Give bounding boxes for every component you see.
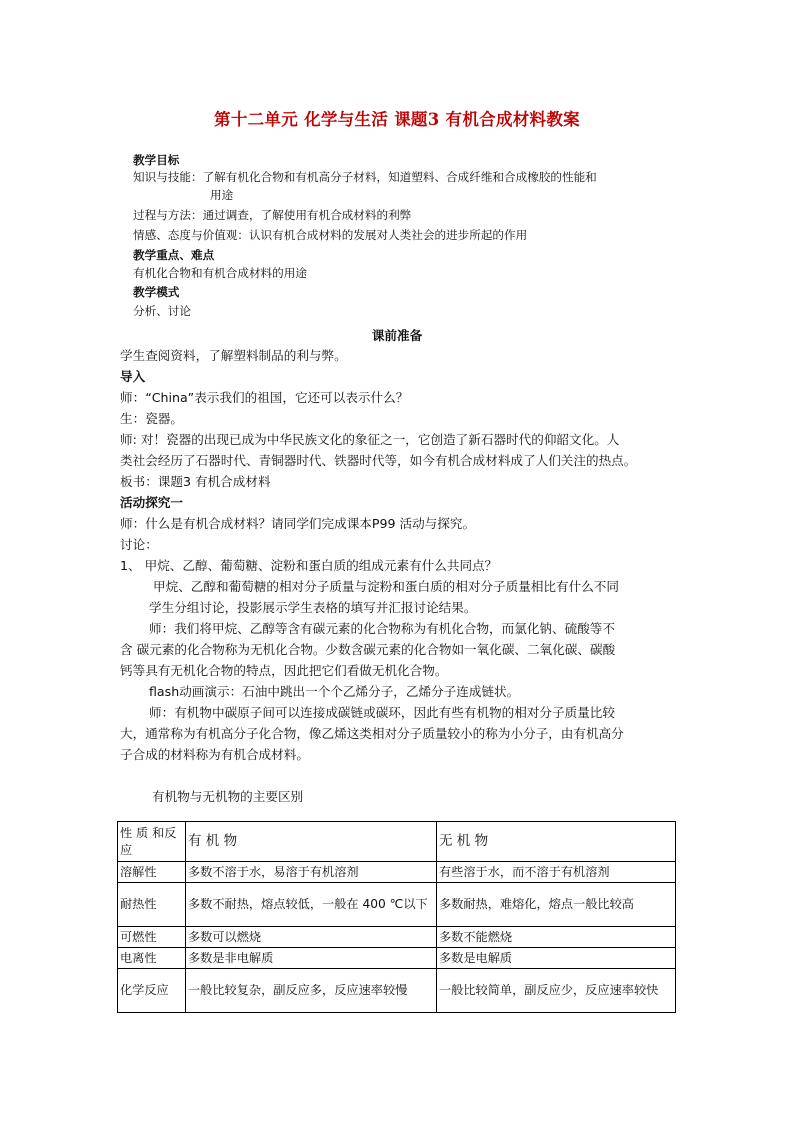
discussion-question: 1、 甲烷、乙醇、葡萄糖、淀粉和蛋白质的组成元素有什么共同点？ xyxy=(120,558,498,573)
table-header-cell: 性 质 和反应 xyxy=(118,822,186,862)
table-cell: 多数不溶于水，易溶于有机溶剂 xyxy=(186,862,437,883)
table-cell: 一般比较简单，副反应少，反应速率较快 xyxy=(437,969,676,1013)
discussion-question: 甲烷、乙醇和葡萄糖的相对分子质量与淀粉和蛋白质的相对分子质量相比有什么不同 xyxy=(153,579,619,594)
objective-process: 过程与方法：通过调查，了解使用有机合成材料的利弊 xyxy=(133,208,412,222)
table-cell: 电离性 xyxy=(118,948,186,969)
table-cell: 多数不耐热，熔点较低，一般在 400 ℃以下 xyxy=(186,883,437,927)
table-cell: 有些溶于水，而不溶于有机溶剂 xyxy=(437,862,676,883)
table-cell: 多数是电解质 xyxy=(437,948,676,969)
prep-heading: 课前准备 xyxy=(371,328,423,343)
table-row xyxy=(118,927,676,948)
table-cell: 一般比较复杂，副反应多，反应速率较慢 xyxy=(186,969,437,1013)
intro-line: 师：“China”表示我们的祖国，它还可以表示什么？ xyxy=(120,390,409,405)
table-cell: 多数是非电解质 xyxy=(186,948,437,969)
activity-line: 讨论： xyxy=(120,537,158,552)
document-title: 第十二单元 化学与生活 课题3 有机合成材料教案 xyxy=(214,110,580,129)
table-cell: 溶解性 xyxy=(118,862,186,883)
table-header-cell: 无 机 物 xyxy=(437,822,676,862)
activity-paragraph: 师：我们将甲烷、乙醇等含有碳元素的化合物称为有机化合物，而氯化钠、硫酸等不 xyxy=(149,621,615,636)
intro-heading: 导入 xyxy=(120,369,146,384)
table-row xyxy=(118,883,676,927)
intro-line: 生：瓷器。 xyxy=(120,411,183,426)
prep-text: 学生查阅资料，了解塑料制品的利与弊。 xyxy=(120,348,347,363)
intro-line: 类社会经历了石器时代、青铜器时代、铁器时代等，如今有机合成材料成了人们关注的热点。 xyxy=(120,453,637,468)
table-row xyxy=(118,969,676,1013)
activity-paragraph: 钙等具有无机化合物的特点，因此把它们看做无机化合物。 xyxy=(120,663,448,678)
mode-heading: 教学模式 xyxy=(133,285,180,299)
activity-paragraph: 含 碳元素的化合物称为无机化合物。少数含碳元素的化合物如一氧化碳、二氧化碳、碳酸 xyxy=(120,642,616,657)
activity-paragraph: flash动画演示：石油中跳出一个个乙烯分子，乙烯分子连成链状。 xyxy=(149,684,520,699)
intro-blackboard: 板书：课题3 有机合成材料 xyxy=(120,474,271,489)
objective-knowledge: 知识与技能：了解有机化合物和有机高分子材料，知道塑料、合成纤维和合成橡胶的性能和 xyxy=(133,170,597,184)
objective-knowledge-cont: 用途 xyxy=(210,188,234,202)
table-cell: 多数不能燃烧 xyxy=(437,927,676,948)
mode-text: 分析、讨论 xyxy=(133,304,191,318)
intro-line: 师: 对！瓷器的出现已成为中华民族文化的象征之一，它创造了新石器时代的仰韶文化。人 xyxy=(120,432,620,447)
table-row xyxy=(118,948,676,969)
activity-paragraph: 大，通常称为有机高分子化合物，像乙烯这类相对分子质量较小的称为小分子，由有机高分 xyxy=(120,726,624,741)
objective-emotion: 情感、态度与价值观：认识有机合成材料的发展对人类社会的进步所起的作用 xyxy=(133,228,528,242)
table-caption: 有机物与无机物的主要区别 xyxy=(152,789,304,804)
table-header-cell: 有 机 物 xyxy=(186,822,437,862)
table-cell: 可燃性 xyxy=(118,927,186,948)
table-cell: 多数可以燃烧 xyxy=(186,927,437,948)
comparison-table xyxy=(117,821,676,1013)
activity-paragraph: 子合成的材料称为有机合成材料。 xyxy=(120,747,309,762)
activity-line: 师：什么是有机合成材料？请同学们完成课本P99 活动与探究。 xyxy=(120,516,476,531)
table-header-row xyxy=(118,822,676,862)
activity-heading: 活动探究一 xyxy=(120,495,183,510)
table-cell: 多数耐热，难熔化，熔点一般比较高 xyxy=(437,883,676,927)
key-points-text: 有机化合物和有机合成材料的用途 xyxy=(133,266,307,280)
table-cell: 化学反应 xyxy=(118,969,186,1013)
key-points-heading: 教学重点、难点 xyxy=(133,248,215,262)
activity-paragraph: 师：有机物中碳原子间可以连接成碳链或碳环，因此有些有机物的相对分子质量比较 xyxy=(149,705,615,720)
table-row xyxy=(118,862,676,883)
table-cell: 耐热性 xyxy=(118,883,186,927)
activity-paragraph: 学生分组讨论，投影展示学生表格的填写并汇报讨论结果。 xyxy=(149,600,477,615)
objectives-heading: 教学目标 xyxy=(133,153,180,167)
